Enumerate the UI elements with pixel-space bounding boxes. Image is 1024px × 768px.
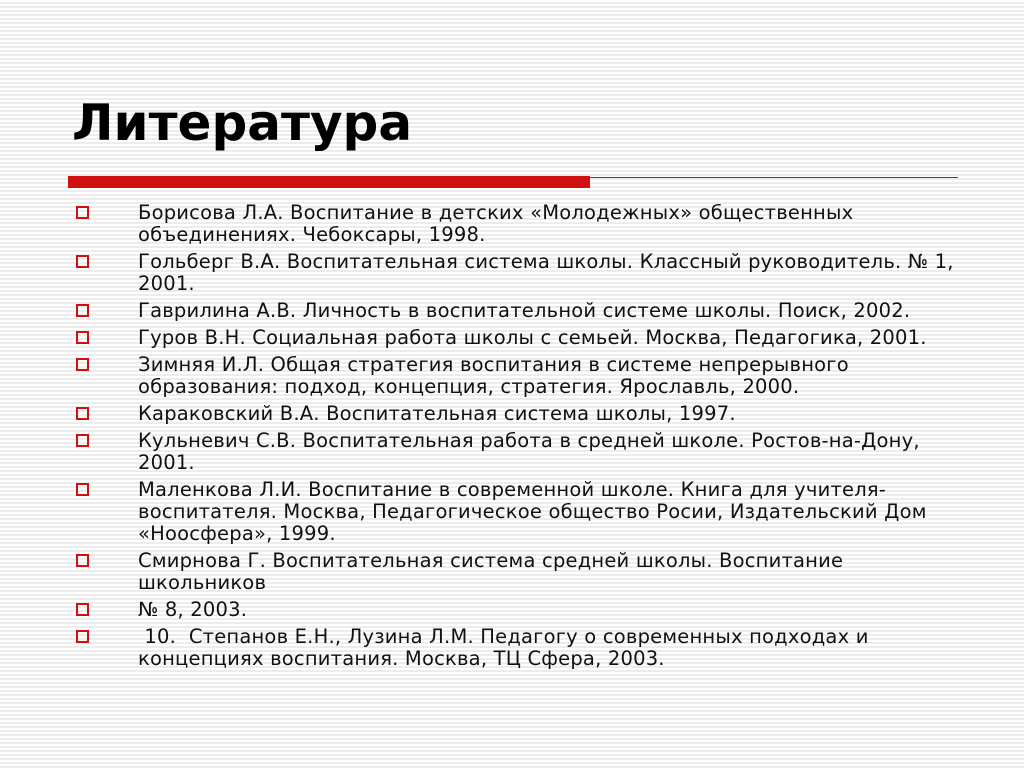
slide-title: Литература <box>72 94 413 152</box>
reference-item <box>72 403 962 425</box>
reference-text: Гуров В.Н. Социальная работа школы с семьей. Москва, Педагогика, 2001. <box>138 326 927 349</box>
hollow-square-icon <box>76 407 89 420</box>
reference-text: Маленкова Л.И. Воспитание в современной школе. Книга для учителя-воспитателя. Москва, Педагогическое общество Росии, Издательский Дом «Ноосфера», 1999. <box>138 478 927 545</box>
hollow-square-icon <box>76 358 89 371</box>
reference-item <box>72 430 962 474</box>
hollow-square-icon <box>76 331 89 344</box>
hollow-square-icon <box>76 255 89 268</box>
reference-item <box>72 300 962 322</box>
reference-item <box>72 550 962 594</box>
hollow-square-icon <box>76 304 89 317</box>
reference-text: Кульневич С.В. Воспитательная работа в средней школе. Ростов-на-Дону, 2001. <box>138 429 920 474</box>
title-underline <box>68 176 958 190</box>
hollow-square-icon <box>76 483 89 496</box>
hollow-square-icon <box>76 434 89 447</box>
reference-text: Гаврилина А.В. Личность в воспитательной системе школы. Поиск, 2002. <box>138 299 911 322</box>
reference-item <box>72 354 962 398</box>
reference-text: Караковский В.А. Воспитательная система школы, 1997. <box>138 402 736 425</box>
hollow-square-icon <box>76 630 89 643</box>
reference-item <box>72 327 962 349</box>
reference-text: Смирнова Г. Воспитательная система средней школы. Воспитание школьников <box>138 549 844 594</box>
hollow-square-icon <box>76 206 89 219</box>
reference-text: № 8, 2003. <box>138 598 248 621</box>
reference-text: Борисова Л.А. Воспитание в детских «Молодежных» общественных объединениях. Чебоксары, 1998. <box>138 201 854 246</box>
reference-text: Зимняя И.Л. Общая стратегия воспитания в системе непрерывного образования: подход, концепция, стратегия. Ярославль, 2000. <box>138 353 849 398</box>
reference-item <box>72 202 962 246</box>
hollow-square-icon <box>76 603 89 616</box>
reference-item <box>72 251 962 295</box>
reference-list <box>72 202 962 675</box>
reference-item <box>72 479 962 545</box>
reference-item <box>72 599 962 621</box>
reference-item <box>72 626 962 670</box>
reference-text: 10. Степанов Е.Н., Лузина Л.М. Педагогу о современных подходах и концепциях воспитания. Москва, ТЦ Сфера, 2003. <box>138 625 875 670</box>
title-underline-bar <box>68 176 590 188</box>
title-underline-line <box>590 177 958 178</box>
hollow-square-icon <box>76 554 89 567</box>
reference-text: Гольберг В.А. Воспитательная система школы. Классный руководитель. № 1, 2001. <box>138 250 954 295</box>
